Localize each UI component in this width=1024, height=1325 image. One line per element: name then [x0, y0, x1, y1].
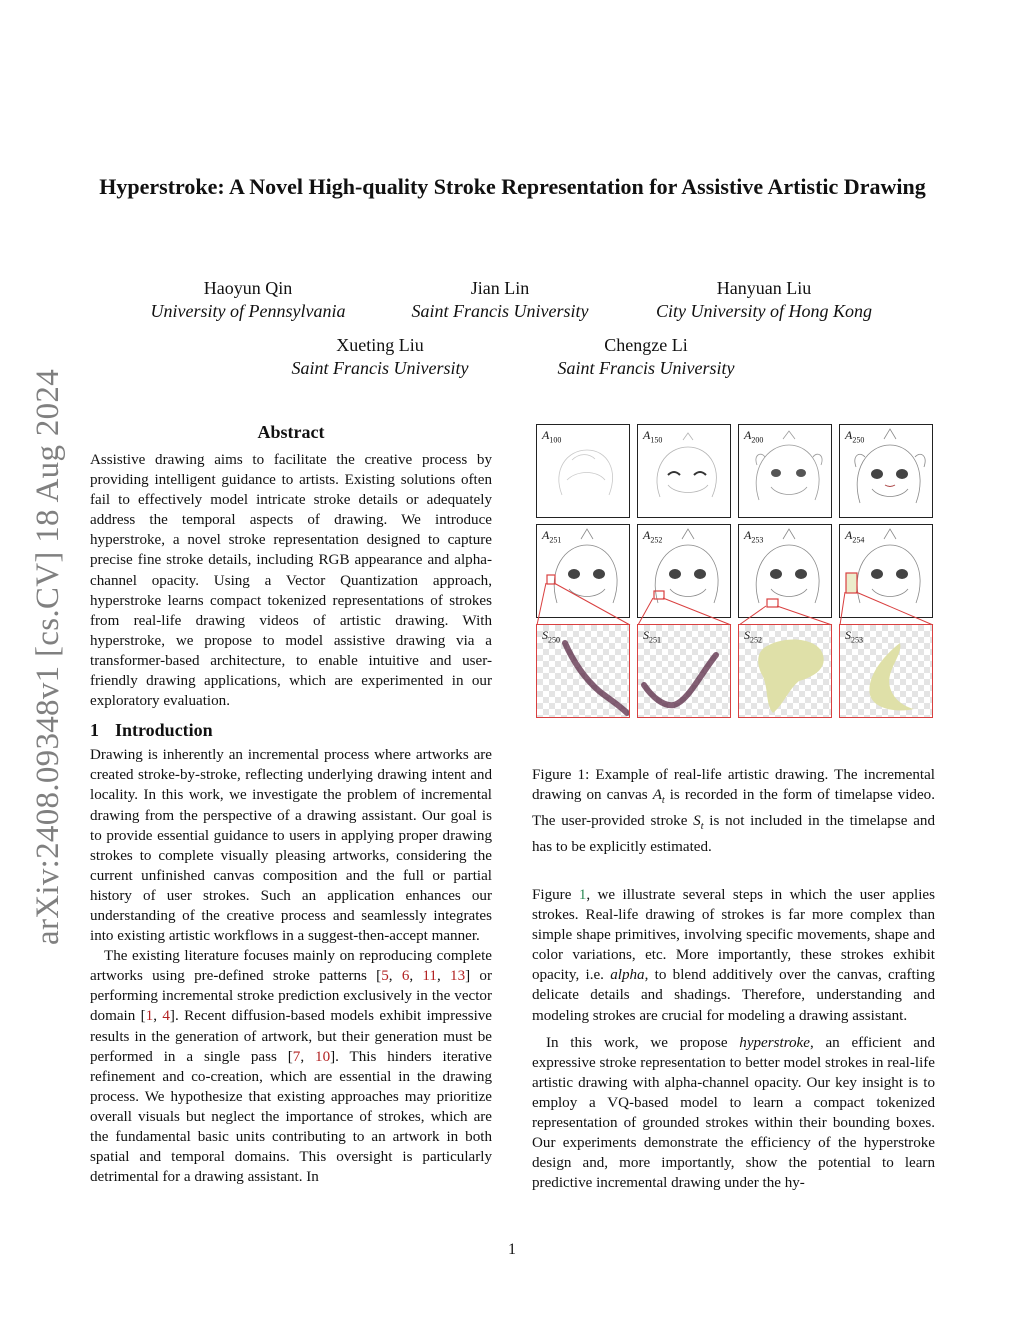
right-paragraph-2: In this work, we propose hyperstroke, an efficient and expressive stroke representation to better model strokes in real-life artistic drawing with alpha-channel opacity. Our key insight is to employ a VQ-based model to learn a compact tokenized representation of grounded strokes within their bounding boxes. Our experiments demonstrate the efficiency of the hyperstroke design and, more importantly, show the potential to learn predictive incremental drawing under the hy-: [532, 1034, 936, 1192]
abstract-heading: Abstract: [257, 422, 325, 442]
section-number: 1: [90, 720, 99, 741]
author-affiliation: University of Pennsylvania: [150, 301, 346, 321]
citation-link[interactable]: 5: [381, 968, 389, 985]
canvas-thumbnail: [637, 524, 731, 618]
stroke-label: $S_{250}$: [542, 628, 560, 645]
author-affiliation: Saint Francis University: [557, 358, 735, 378]
canvas-label: $A_{254}$: [845, 528, 865, 545]
citation-link[interactable]: 4: [162, 1008, 170, 1025]
canvas-thumbnail: [536, 424, 630, 518]
author-name: Chengze Li: [604, 335, 688, 355]
stroke-tile: [637, 624, 731, 718]
author-affiliation: Saint Francis University: [411, 301, 589, 321]
author-name: Jian Lin: [470, 278, 530, 298]
canvas-thumbnail: [839, 524, 933, 618]
page-number: 1: [508, 1241, 516, 1258]
canvas-label: $A_{150}$: [643, 428, 663, 445]
citation-link[interactable]: 11: [422, 968, 437, 985]
author-block: [270, 334, 490, 380]
author-name: Xueting Liu: [336, 335, 424, 355]
section-heading-introduction: [90, 719, 492, 741]
canvas-label: $A_{250}$: [845, 428, 865, 445]
figure-reference-link[interactable]: 1: [578, 887, 587, 903]
canvas-thumbnail: [738, 524, 832, 618]
intro-paragraph-2: The existing literature focuses mainly on reproducing complete artworks using pre-defined stroke patterns [5, 6, 11, 13] or performing incremental stroke prediction exclusively in the vector domain [1, 4]. Recent diffusion-based models exhibit impressive results in the generation of artwork, but their generation must be performed in a single pass [7, 10]. This hinders iterative refinement and co-creation, which are essential in the drawing process. We hypothesize that existing approaches may prioritize overall visuals but neglect the importance of strokes, which are the fundamental basic units contributing to an artwork in both spatial and temporal domains. This oversight is particularly detrimental for a drawing assistant. In: [90, 948, 493, 1186]
canvas-thumbnail: [839, 424, 933, 518]
canvas-label: $A_{200}$: [744, 428, 764, 445]
abstract-text: Assistive drawing aims to facilitate the creative process by providing intelligent guidance to artists. Existing solutions often fail to effectively model intricate stroke details or adequately address the temporal aspects of drawing. We introduce hyperstroke, a novel stroke representation designed to capture precise fine stroke details, including RGB appearance and alpha-channel opacity. Using a Vector Quantization approach, hyperstroke learns compact tokenized representations of strokes from real-life drawing videos of artistic drawing. With hyperstroke, we propose to model assistive drawing via a transformer-based architecture, to enable intuitive and user-friendly drawing applications, which are experimented in our exploratory evaluation.: [90, 452, 492, 710]
author-block: [390, 277, 610, 323]
canvas-thumbnail: [637, 424, 731, 518]
stroke-label: $S_{251}$: [643, 628, 661, 645]
stroke-tile: [839, 624, 933, 718]
author-name: Haoyun Qin: [203, 278, 293, 298]
citation-link[interactable]: 7: [292, 1048, 301, 1065]
citation-link[interactable]: 1: [145, 1008, 154, 1025]
author-affiliation: Saint Francis University: [291, 358, 469, 378]
stroke-label: $S_{252}$: [744, 628, 762, 645]
canvas-label: $A_{251}$: [542, 528, 562, 545]
citation-link[interactable]: 13: [450, 968, 466, 985]
right-column-body: [532, 885, 935, 1193]
stroke-tile: [536, 624, 630, 718]
canvas-label: $A_{253}$: [744, 528, 764, 545]
stroke-label: $S_{253}$: [845, 628, 863, 645]
canvas-label: $A_{100}$: [542, 428, 562, 445]
paper-title: Hyperstroke: A Novel High-quality Stroke Representation for Assistive Artistic Drawing: [99, 174, 926, 199]
canvas-label: $A_{252}$: [643, 528, 663, 545]
figure-caption: Figure 1: Example of real-life artistic drawing. The incremental drawing on canvas $A_t$ is recorded in the form of timelapse video. The user-provided stroke $S_t$ is not included in the timelapse and has to be explicitly estimated.: [532, 767, 935, 856]
right-paragraph-1: Figure 1, we illustrate several steps in which the user applies strokes. Real-life drawing of strokes is far more complex than simple shape primitives, involving specific movements, shape and color variations, etc. More importantly, these strokes exhibit opacity, i.e. alpha, to blend additively over the canvas, crafting delicate details and shadings. Therefore, understanding and modeling strokes are crucial for modeling a drawing assistant.: [532, 887, 935, 1024]
left-column: [90, 421, 492, 1187]
author-block: [536, 334, 756, 380]
canvas-thumbnail: [738, 424, 832, 518]
citation-link[interactable]: 6: [401, 968, 410, 985]
arxiv-identifier: arXiv:2408.09348v1 [cs.CV] 18 Aug 2024: [30, 368, 66, 945]
author-affiliation: City University of Hong Kong: [656, 301, 872, 321]
author-name: Hanyuan Liu: [716, 278, 812, 298]
stroke-tile: [738, 624, 832, 718]
canvas-thumbnail: [536, 524, 630, 618]
section-title: Introduction: [115, 720, 213, 741]
author-block: [630, 277, 898, 323]
author-block: [130, 277, 366, 323]
citation-link[interactable]: 10: [315, 1048, 331, 1065]
figure-1: [536, 424, 934, 720]
intro-paragraph-1: Drawing is inherently an incremental process where artworks are created stroke-by-stroke, reflecting underlying drawing intent and locality. In this work, we investigate the problem of incremental drawing from the perspective of a drawing assistant. Our goal is to provide essential guidance to users in applying proper drawing strokes to complete visually pleasing artworks, considering the current unfinished canvas composition and the full or partial history of user strokes. Such an application enhances our understanding of the creative process and seamlessly integrates into existing artistic workflows in a suggest-then-accept manner.: [90, 747, 492, 945]
